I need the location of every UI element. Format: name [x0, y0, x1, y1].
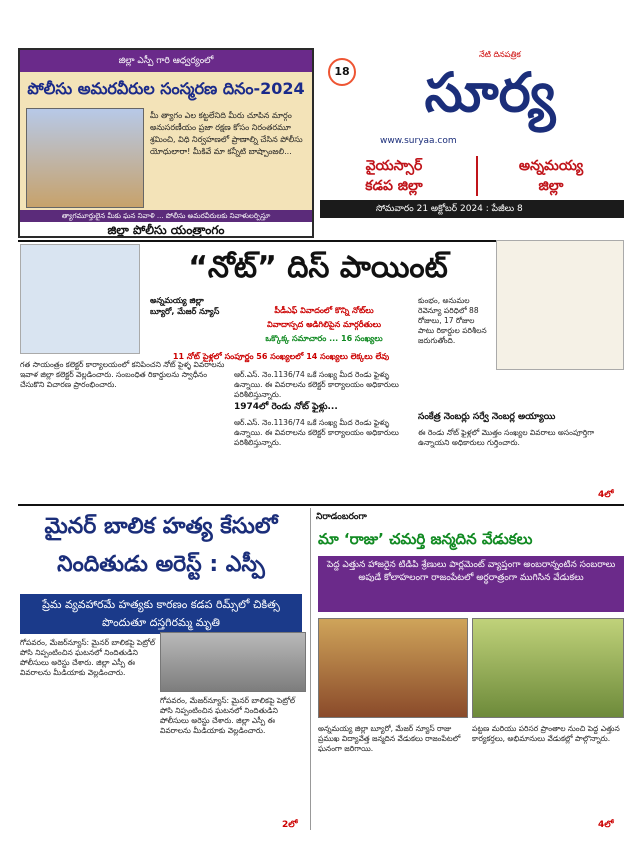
masthead-url[interactable]: www.suryaa.com: [380, 136, 457, 146]
raju-headline: మా ‘రాజు’ చమర్తి జన్మదిన వేడుకలు: [318, 530, 533, 548]
cartoon-man-image: [20, 244, 140, 354]
ad-top-band: జిల్లా ఎస్పీ గారి ఆధ్వర్యంలో: [20, 50, 312, 72]
ad-footer: జిల్లా పోలీసు యంత్రాంగం: [20, 222, 312, 238]
note-col2b: ఆర్.ఎస్. నెం.1136/74 ఒకే సంఖ్య మీద రెండు ఫైళ్ళు ఉన్నాయి. ఈ వివరాలను కలెక్టర్ కార్యాలయం అధికారులు పరిశీలిస్తున్నారు.: [234, 418, 399, 447]
note-col1: గత సాయంత్రం కలెక్టర్ కార్యాలయంలో కనిపించని నోట్ పైళ్ళ వివరాలను ఇవాళ జిల్లా కలెక్టర్ వెల్లడించారు. సంబంధిత రికార్డులను స్వాధీనం చేసుకొని విచారణ ప్రారంభించారు.: [20, 360, 225, 389]
divider: [18, 504, 624, 506]
police-memorial-advertisement: [18, 48, 314, 238]
note-col3: కుంభం, అనుమల రెవెన్యూ పరిధిలో 88 రోజులు, 17 రోజుల పాటు రికార్డుల పరిశీలన జరుగుతోంది.: [418, 296, 487, 345]
note-sub1: పీడీఎఫ్ వివాదంలో కొన్ని నోట్‌లు: [274, 306, 374, 315]
raju-continued-tag[interactable]: 4లో: [598, 820, 614, 830]
edition-bar: [320, 156, 624, 196]
minor-body: గోపవరం, మేజర్‌న్యూస్: మైనర్ బాలికపై పెట్రోల్ పోసి నిప్పంటించిన ఘటనలో నిందితుడిని పోలీసులు అరెస్టు చేశారు. జిల్లా ఎస్పీ ఈ వివరాలను మీడియాకు వెల్లడించారు.: [20, 638, 156, 677]
note-col4: ఈ రెండు నోట్ ఫైళ్లలో మొత్తం సంఖ్యల వివరాలు అసంపూర్తిగా ఉన్నాయని అధికారులు గుర్తించారు.: [418, 428, 595, 447]
note-col2: ఆర్.ఎస్. నెం.1136/74 ఒకే సంఖ్య మీద రెండు ఫైళ్ళు ఉన్నాయి. ఈ వివరాలను కలెక్టర్ కార్యాలయం అధికారులు పరిశీలిస్తున్నారు.: [234, 370, 399, 399]
dateline: సోమవారం 21 అక్టోబర్ 2024 : పేజీలు 8: [320, 200, 624, 218]
minor-headline: మైనర్ బాలిక హత్య కేసులో నిందితుడు అరెస్ట్ : ఎస్పీ: [44, 514, 278, 577]
birthday-photo-1: [318, 618, 468, 718]
note-red-bar: 11 నోట్ పైళ్లలో సంపూర్ణం 56 సంఖ్యలలో 14 సంఖ్యలు లెక్కలు లేవు: [172, 352, 390, 361]
police-memorial-image: [26, 108, 144, 208]
note-continued-tag[interactable]: 4లో: [598, 490, 614, 500]
note-sub3: ఒక్కొక్క సమాచారం ... 16 సంఖ్యలు: [265, 334, 383, 343]
edition-right: [476, 156, 624, 196]
ad-title: పోలీసు అమరవీరుల సంస్మరణ దినం-2024: [27, 79, 305, 98]
edition-left: [320, 156, 468, 196]
masthead-tagline: నేటి దినపత్రిక: [479, 50, 521, 59]
minor-body-cont: గోపవరం, మేజర్‌న్యూస్: మైనర్ బాలికపై పెట్రోల్ పోసి నిప్పంటించిన ఘటనలో నిందితుడిని పోలీసులు అరెస్టు చేశారు. జిల్లా ఎస్పీ ఈ వివరాలను మీడియాకు వెల్లడించారు.: [160, 696, 296, 735]
raju-body-right: పట్టణ మరియు పరిసర ప్రాంతాల నుంచి పెద్ద ఎత్తున కార్యకర్తలు, అభిమానులు వేడుకల్లో పాల్గొన్నారు.: [472, 724, 620, 743]
edition-right-line2: జిల్లా: [538, 178, 564, 194]
anniversary-badge: 18: [328, 58, 356, 86]
note-byline: అన్నమయ్య జిల్లా బ్యూరో, మేజర్ న్యూస్: [150, 296, 220, 316]
minor-subhead: ప్రేమ వ్యవహారమే హత్యకు కారణం కడప రిమ్స్‌లో చికిత్స పొందుతూ దస్తగిరమ్మ మృతి: [20, 594, 302, 634]
raju-body-left: అన్నమయ్య జిల్లా బ్యూరో, మేజర్ న్యూస్ రాజు ప్రముఖ విద్యావేత్త జన్మదిన వేడుకలు రాజంపేటలో ఘనంగా జరిగాయి.: [318, 724, 461, 753]
note-sub-sankhya: సంకేత్ర నెంబర్లు సర్వే నెంబర్ల అయ్యాయి: [418, 412, 556, 422]
edition-right-line1: అన్నమయ్య: [518, 158, 584, 174]
masthead-title: సూర్య: [424, 60, 556, 124]
minor-continued-tag[interactable]: 2లో: [282, 820, 298, 830]
press-meet-photo: [160, 632, 306, 692]
raju-section-label: నిరాడంబరంగా: [316, 512, 367, 522]
masthead: [320, 48, 624, 154]
note-sub-1974: 1974లో రెండు నోట్ ఫైళ్లు...: [234, 402, 338, 412]
note-sub2: వివాదాస్పద అడిగిలిపైన మార్గరీతులు: [267, 320, 381, 329]
raju-subhead: పెద్ద ఎత్తున హాజరైన టిడిపి శ్రేణులు పార్లమెంట్ వ్యాప్తంగా అంబరాన్నంటిన సంబరాలు అపుడే కోలాహలంగా రాజంపేటలో అర్ధరాత్రంగా ముగిసిన వేడుకలు: [318, 556, 624, 612]
ad-text: మీ త్యాగం ఎల కట్టలేనిది మీరు చూపిన మార్గం అనుసరణీయం ప్రజా రక్షణ కోసం నిరంతరమూ శ్రమించి, విధి నిర్వహణలో ప్రాణాల్ని చేసిన పోలీసు యోధులారా! మీకివే మా కన్నీటి బాష్పాంజలి...: [150, 111, 303, 156]
ad-bottom-band: త్యాగమూర్తులైన మీకు ఘన నివాళి ... పోలీసు అమరవీరులకు నివాళులర్పిస్తూ: [20, 210, 312, 222]
column-divider: [310, 508, 311, 830]
edition-left-line2: కడప జిల్లా: [365, 178, 423, 194]
notepad-image: [496, 240, 624, 370]
birthday-photo-2: [472, 618, 624, 718]
edition-left-line1: వైయస్సార్: [365, 158, 423, 174]
note-headline: “నోట్” దిస్ పాయింట్: [188, 250, 448, 285]
